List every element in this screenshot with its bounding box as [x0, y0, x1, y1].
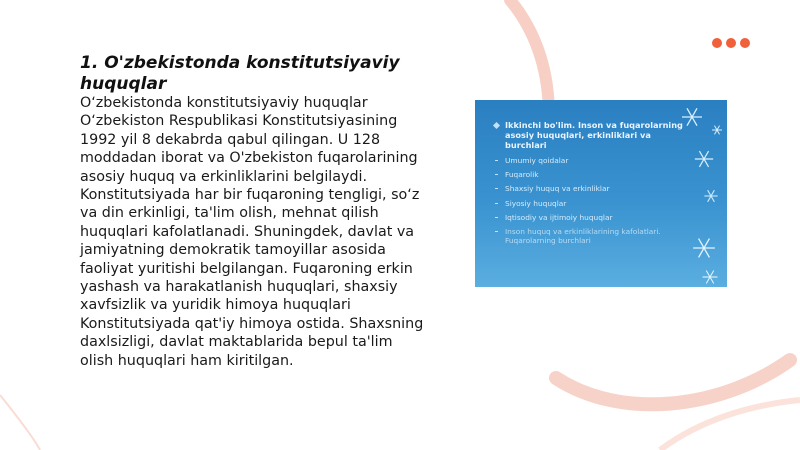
- slide-body: O‘zbekistonda konstitutsiyaviy huquqlar O‘zbekiston Respublikasi Konstitutsiyasining 1992 yil 8 dekabrda qabul qilingan. U 128 moddadan iborat va O'zbekiston fuqarolarining asosiy huquq va erkinliklarini belgilaydi. Konstitutsiyada har bir fuqaroning tengligi, so‘z va din erkinligi, ta'lim olish, mehnat qilish huquqlari kafolatlanadi. Shuningdek, davlat va jamiyatning demokratik tamoyillar asosida faoliyat yuritishi belgilangan. Fuqaroning erkin yashash va harakatlanish huquqlari, shaxsiy xavfsizlik va yuridik himoya huquqlari Konstitutsiyada qat'iy himoya ostida. Shaxsning daxlsizligi, davlat maktablarida bepul ta'lim olish huquqlari ham kiritilgan.: [80, 95, 424, 369]
- thumbnail-item: Siyosiy huquqlar: [505, 199, 695, 208]
- snowflake-icon: [693, 148, 715, 170]
- dot-1: [712, 38, 722, 48]
- thumbnail-heading: Ikkinchi bo'lim. Inson va fuqarolarning asosiy huquqlari, erkinliklari va burchlari: [505, 120, 695, 150]
- thumbnail-item: Fuqarolik: [505, 170, 695, 179]
- slide-thumbnail: [475, 100, 727, 287]
- thumbnail-item: Umumiy qoidalar: [505, 156, 695, 165]
- three-dots-icon: [712, 38, 750, 48]
- thumbnail-item: Shaxsiy huquq va erkinliklar: [505, 184, 695, 193]
- snowflake-icon: [701, 268, 719, 286]
- slide-title: 1. O'zbekistonda konstitutsiyaviy huquqlar: [80, 53, 400, 94]
- thumbnail-list: [505, 120, 695, 250]
- thumbnail-item: Inson huquq va erkinliklarining kafolatlari. Fuqarolarning burchlari: [505, 227, 695, 245]
- snowflake-icon: [711, 124, 723, 136]
- dot-3: [740, 38, 750, 48]
- dot-2: [726, 38, 736, 48]
- thumbnail-item: Iqtisodiy va ijtimoiy huquqlar: [505, 213, 695, 222]
- snowflake-icon: [703, 188, 719, 204]
